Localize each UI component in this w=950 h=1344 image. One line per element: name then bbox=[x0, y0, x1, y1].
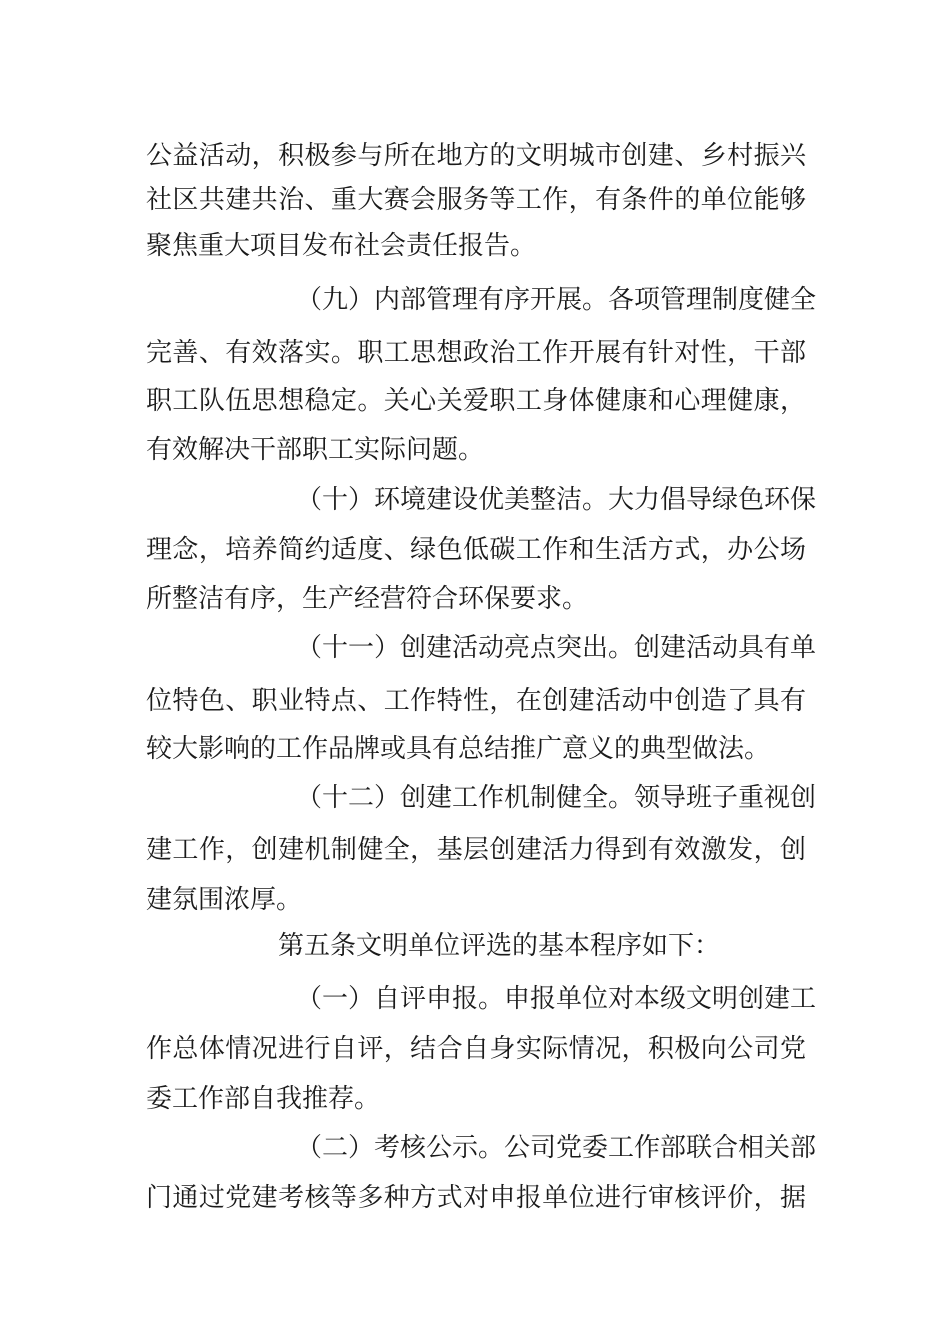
section-heading-line: （十二）创建工作机制健全。领导班子重视创 bbox=[296, 783, 817, 813]
section-heading-line: （十一）创建活动亮点突出。创建活动具有单 bbox=[296, 633, 817, 663]
text-line: 建氛围浓厚。 bbox=[146, 885, 303, 915]
text-line: 较大影响的工作品牌或具有总结推广意义的典型做法。 bbox=[146, 734, 771, 764]
section-heading-line: （二）考核公示。公司党委工作部联合相关部 bbox=[296, 1133, 817, 1163]
section-heading-line: （十）环境建设优美整洁。大力倡导绿色环保 bbox=[296, 485, 817, 515]
text-line: 完善、有效落实。职工思想政治工作开展有针对性，干部 bbox=[146, 338, 806, 368]
text-line: 理念，培养简约适度、绿色低碳工作和生活方式，办公场 bbox=[146, 535, 806, 565]
text-line: 所整洁有序，生产经营符合环保要求。 bbox=[146, 584, 589, 614]
text-line: 聚焦重大项目发布社会责任报告。 bbox=[146, 231, 537, 261]
text-line: 建工作，创建机制健全，基层创建活力得到有效激发，创 bbox=[146, 835, 806, 865]
text-line: 委工作部自我推荐。 bbox=[146, 1084, 381, 1114]
text-line: 有效解决干部职工实际问题。 bbox=[146, 435, 485, 465]
text-line: 公益活动，积极参与所在地方的文明城市创建、乡村振兴 bbox=[146, 141, 806, 171]
text-line: 社区共建共治、重大赛会服务等工作，有条件的单位能够 bbox=[146, 185, 806, 215]
section-heading-line: （一）自评申报。申报单位对本级文明创建工 bbox=[296, 984, 817, 1014]
article-heading: 第五条文明单位评选的基本程序如下： bbox=[278, 931, 721, 961]
text-line: 作总体情况进行自评，结合自身实际情况，积极向公司党 bbox=[146, 1034, 806, 1064]
text-line: 位特色、职业特点、工作特性，在创建活动中创造了具有 bbox=[146, 686, 806, 716]
section-heading-line: （九）内部管理有序开展。各项管理制度健全 bbox=[296, 285, 817, 315]
text-line: 门通过党建考核等多种方式对申报单位进行审核评价，据 bbox=[146, 1183, 806, 1213]
text-line: 职工队伍思想稳定。关心关爱职工身体健康和心理健康， bbox=[146, 386, 806, 416]
